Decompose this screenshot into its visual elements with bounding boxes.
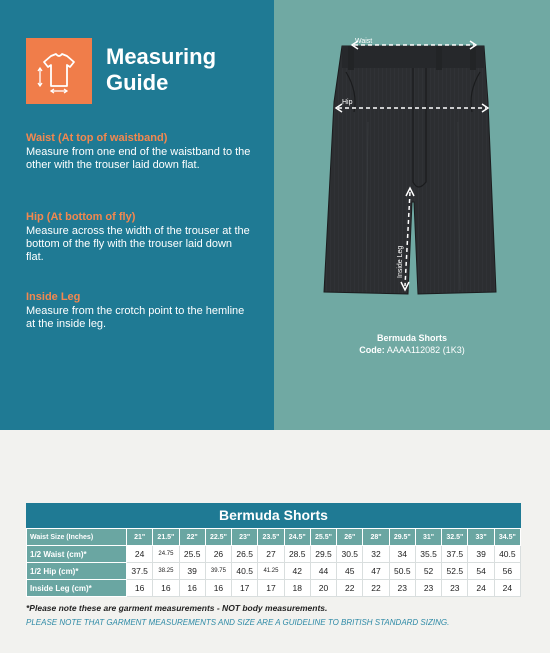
hip-measure-label: Hip: [342, 99, 353, 106]
table-cell: 28.5: [284, 546, 310, 563]
table-cell: 26.5: [232, 546, 258, 563]
table-cell: 30.5: [337, 546, 363, 563]
table-cell: 24: [127, 546, 153, 563]
hip-section: [26, 211, 251, 264]
size-header-cell: 24.5": [284, 529, 310, 546]
table-cell: 41.25: [258, 563, 284, 580]
table-cell: 45: [337, 563, 363, 580]
title-line-1: Measuring: [106, 44, 217, 69]
product-code-label: Code:: [359, 345, 385, 355]
guideline-note: PLEASE NOTE THAT GARMENT MEASUREMENTS AND SIZE ARE A GUIDELINE TO BRITISH STANDARD SIZING.: [26, 618, 450, 627]
table-cell: 17: [258, 580, 284, 597]
table-row: [27, 580, 521, 597]
table-cell: 24: [468, 580, 494, 597]
waist-section: [26, 132, 251, 172]
table-cell: 37.5: [442, 546, 468, 563]
table-row: [27, 563, 521, 580]
table-cell: 52.5: [442, 563, 468, 580]
table-cell: 42: [284, 563, 310, 580]
table-cell: 50.5: [389, 563, 415, 580]
table-cell: 16: [179, 580, 205, 597]
table-cell: 44: [310, 563, 336, 580]
hip-description: Measure across the width of the trouser at the bottom of the fly with the trouser laid down flat.: [26, 225, 250, 263]
waist-description: Measure from one end of the waistband to the other with the trouser laid down flat.: [26, 146, 251, 171]
table-cell: 40.5: [494, 546, 520, 563]
table-cell: 24.75: [153, 546, 179, 563]
size-header-cell: 34.5": [494, 529, 520, 546]
garment-note: *Please note these are garment measurements - NOT body measurements.: [26, 603, 328, 613]
instructions-panel: [0, 0, 274, 430]
table-cell: 39: [179, 563, 205, 580]
table-cell: 23: [415, 580, 441, 597]
size-header-cell: 25.5": [310, 529, 336, 546]
inside-leg-measure-label: Inside Leg: [397, 245, 404, 278]
table-cell: 34: [389, 546, 415, 563]
table-cell: 38.25: [153, 563, 179, 580]
table-cell: 39.75: [205, 563, 231, 580]
size-header-cell: 33": [468, 529, 494, 546]
row-label: Inside Leg (cm)*: [27, 580, 127, 597]
table-header-label: Waist Size (Inches): [27, 529, 127, 546]
size-table-title: Bermuda Shorts: [26, 503, 521, 528]
size-header-cell: 29.5": [389, 529, 415, 546]
table-cell: 24: [494, 580, 520, 597]
table-cell: 37.5: [127, 563, 153, 580]
table-cell: 56: [494, 563, 520, 580]
table-cell: 17: [232, 580, 258, 597]
table-cell: 20: [310, 580, 336, 597]
table-cell: 29.5: [310, 546, 336, 563]
table-cell: 16: [205, 580, 231, 597]
table-cell: 32: [363, 546, 389, 563]
table-row: [27, 546, 521, 563]
table-cell: 16: [127, 580, 153, 597]
size-header-cell: 31": [415, 529, 441, 546]
tshirt-measure-icon: [26, 38, 92, 104]
table-cell: 18: [284, 580, 310, 597]
product-name: Bermuda Shorts: [376, 333, 447, 343]
table-cell: 22: [363, 580, 389, 597]
size-header-cell: 28": [363, 529, 389, 546]
inside-leg-heading: Inside Leg: [26, 291, 81, 303]
page-title: [106, 44, 266, 96]
table-cell: 47: [363, 563, 389, 580]
shorts-image: [318, 32, 508, 302]
title-line-2: Guide: [106, 70, 169, 95]
table-header-row: [27, 529, 521, 546]
table-cell: 39: [468, 546, 494, 563]
table-cell: 16: [153, 580, 179, 597]
table-cell: 27: [258, 546, 284, 563]
size-header-cell: 22.5": [205, 529, 231, 546]
inside-leg-description: Measure from the crotch point to the hemline at the inside leg.: [26, 305, 245, 330]
size-header-cell: 32.5": [442, 529, 468, 546]
hip-heading: Hip (At bottom of fly): [26, 211, 136, 223]
inside-leg-section: [26, 291, 251, 331]
waist-measure-label: Waist: [355, 38, 373, 45]
table-cell: 25.5: [179, 546, 205, 563]
size-header-cell: 22": [179, 529, 205, 546]
table-cell: 23: [442, 580, 468, 597]
size-header-cell: 21": [127, 529, 153, 546]
size-header-cell: 21.5": [153, 529, 179, 546]
size-header-cell: 26": [337, 529, 363, 546]
table-cell: 23: [389, 580, 415, 597]
waist-heading: Waist (At top of waistband): [26, 132, 168, 144]
row-label: 1/2 Hip (cm)*: [27, 563, 127, 580]
size-header-cell: 23.5": [258, 529, 284, 546]
product-code-value: AAAA112082 (1K3): [386, 345, 465, 355]
size-header-cell: 23": [232, 529, 258, 546]
size-grid: [26, 528, 521, 597]
table-cell: 26: [205, 546, 231, 563]
size-table: [26, 503, 521, 597]
table-cell: 40.5: [232, 563, 258, 580]
table-cell: 52: [415, 563, 441, 580]
table-cell: 54: [468, 563, 494, 580]
row-label: 1/2 Waist (cm)*: [27, 546, 127, 563]
table-cell: 35.5: [415, 546, 441, 563]
product-code: [274, 345, 550, 355]
table-cell: 22: [337, 580, 363, 597]
